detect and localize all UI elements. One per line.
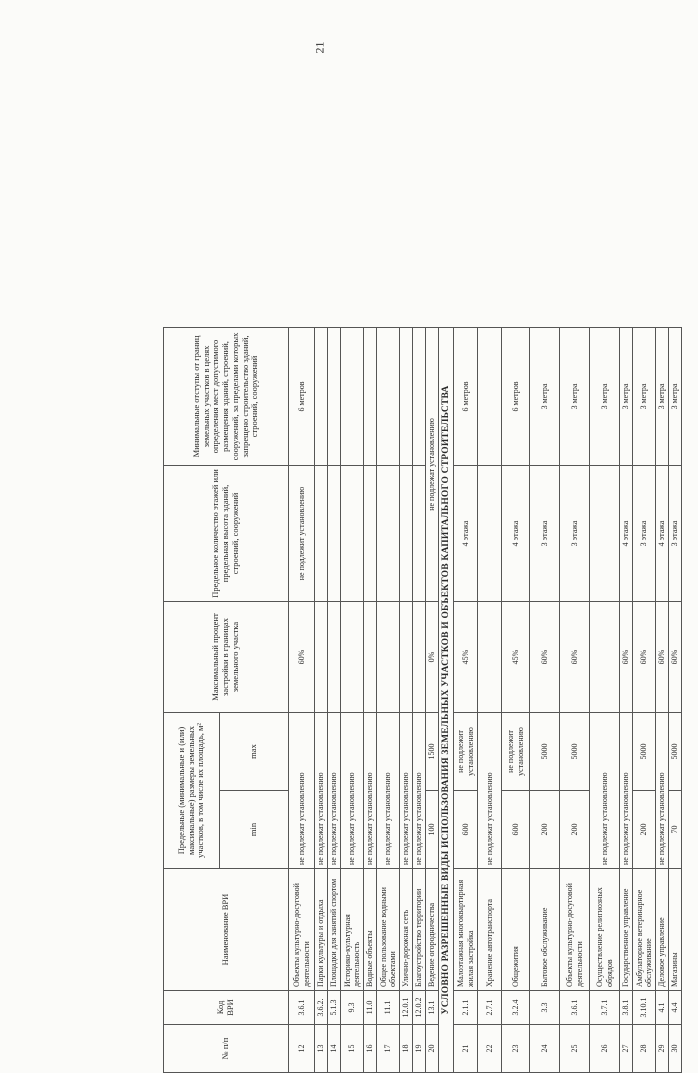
cell-num: 18 <box>399 1024 412 1072</box>
cell-name: Малоэтажная многоквартирная жилая застройка <box>453 868 477 990</box>
cell-code: 4.1 <box>655 990 668 1024</box>
cell-min: 600 <box>501 790 529 868</box>
cell-min: 200 <box>559 790 589 868</box>
cell-area: не подлежат установлению <box>376 712 399 868</box>
cell-setback <box>363 327 376 465</box>
cell-num: 21 <box>453 1024 477 1072</box>
cell-setback: 3 метра <box>589 327 619 465</box>
cell-floors <box>314 465 327 601</box>
section-title: УСЛОВНО РАЗРЕШЕННЫЕ ВИДЫ ИСПОЛЬЗОВАНИЯ ЗЕМЕЛЬНЫХ УЧАСТКОВ И ОБЪЕКТОВ КАПИТАЛЬНОГО СТРОИТЕЛЬСТВА <box>438 327 453 1072</box>
zoning-table-sheet <box>163 328 698 1073</box>
cell-setback: 3 метра <box>559 327 589 465</box>
header-code: Код ВРИ <box>163 990 288 1024</box>
cell-num: 26 <box>589 1024 619 1072</box>
cell-code: 9.3 <box>340 990 363 1024</box>
table-row <box>425 327 438 1072</box>
cell-coverage <box>363 601 376 712</box>
cell-code: 3.10.1 <box>632 990 655 1024</box>
cell-floors: 4 этажа <box>501 465 529 601</box>
cell-setback: 3 метра <box>529 327 559 465</box>
table-row <box>376 327 399 1072</box>
cell-code: 2.1.1 <box>453 990 477 1024</box>
zoning-regulations-table <box>163 326 682 1072</box>
table-row <box>501 327 529 1072</box>
cell-setback: 3 метра <box>668 327 681 465</box>
cell-num: 12 <box>288 1024 314 1072</box>
cell-floors: 4 этажа <box>453 465 477 601</box>
cell-setback <box>376 327 399 465</box>
cell-num: 30 <box>668 1024 681 1072</box>
cell-name: Ведение огородничества <box>425 868 438 990</box>
cell-name: Хранение автотранспорта <box>477 868 501 990</box>
cell-coverage: 60% <box>529 601 559 712</box>
cell-code: 5.1.3 <box>327 990 340 1024</box>
cell-area: не подлежат установлению <box>412 712 425 868</box>
cell-floors <box>589 465 619 601</box>
cell-num: 17 <box>376 1024 399 1072</box>
cell-num: 24 <box>529 1024 559 1072</box>
section-header-row <box>438 327 453 1072</box>
page-number: 21 <box>312 41 327 54</box>
cell-code: 3.2.4 <box>501 990 529 1024</box>
cell-coverage: 45% <box>453 601 477 712</box>
cell-area: не подлежат установлению <box>655 712 668 868</box>
cell-floors <box>399 465 412 601</box>
cell-setback <box>340 327 363 465</box>
cell-name: Историко-культурная деятельность <box>340 868 363 990</box>
cell-coverage <box>399 601 412 712</box>
cell-name: Благоустройство территории <box>412 868 425 990</box>
cell-floors <box>340 465 363 601</box>
cell-floors <box>477 465 501 601</box>
cell-area: не подлежат установлению <box>327 712 340 868</box>
header-row-top <box>163 327 219 1072</box>
cell-num: 20 <box>425 1024 438 1072</box>
cell-setback: 3 метра <box>632 327 655 465</box>
cell-floors <box>363 465 376 601</box>
cell-area: не подлежат установлению <box>399 712 412 868</box>
cell-area: не подлежат установлению <box>589 712 619 868</box>
cell-num: 23 <box>501 1024 529 1072</box>
table-row <box>529 327 559 1072</box>
cell-code: 13.1 <box>425 990 438 1024</box>
cell-code: 3.6.2. <box>314 990 327 1024</box>
cell-area: не подлежат установлению <box>340 712 363 868</box>
cell-area: не подлежат установлению <box>288 712 314 868</box>
cell-max: не подлежит установлению <box>501 712 529 790</box>
cell-setback: 3 метра <box>619 327 632 465</box>
cell-name: Объекты культурно-досуговой деятельности <box>288 868 314 990</box>
cell-setback: 6 метров <box>453 327 477 465</box>
cell-max: 5000 <box>668 712 681 790</box>
cell-setback <box>399 327 412 465</box>
cell-max: не подлежит установлению <box>453 712 477 790</box>
cell-area: не подлежат установлению <box>314 712 327 868</box>
cell-name: Улично-дорожная сеть <box>399 868 412 990</box>
cell-setback: 6 метров <box>288 327 314 465</box>
cell-coverage <box>340 601 363 712</box>
cell-num: 15 <box>340 1024 363 1072</box>
header-coverage: Максимальный процент застройки в границах земельного участка <box>163 601 288 712</box>
cell-code: 3.6.1 <box>288 990 314 1024</box>
cell-code: 3.6.1 <box>559 990 589 1024</box>
cell-max: 5000 <box>529 712 559 790</box>
cell-min: 200 <box>632 790 655 868</box>
cell-name: Общее пользование водными объектами <box>376 868 399 990</box>
cell-num: 19 <box>412 1024 425 1072</box>
table-row <box>288 327 314 1072</box>
cell-coverage: 60% <box>668 601 681 712</box>
cell-coverage <box>477 601 501 712</box>
table-row <box>453 327 477 1072</box>
header-max: max <box>219 712 288 790</box>
cell-name: Деловое управление <box>655 868 668 990</box>
cell-floors: 3 этажа <box>559 465 589 601</box>
table-row <box>632 327 655 1072</box>
cell-coverage <box>314 601 327 712</box>
cell-max: 1500 <box>425 712 438 790</box>
cell-setback <box>477 327 501 465</box>
cell-coverage <box>412 601 425 712</box>
cell-floors: 3 этажа <box>668 465 681 601</box>
cell-floors: не подлежит установлению <box>288 465 314 601</box>
cell-coverage <box>376 601 399 712</box>
cell-code: 3.8.1 <box>619 990 632 1024</box>
table-row <box>412 327 425 1072</box>
cell-floors <box>327 465 340 601</box>
cell-code: 12.0.2 <box>412 990 425 1024</box>
cell-code: 2.7.1 <box>477 990 501 1024</box>
cell-num: 25 <box>559 1024 589 1072</box>
cell-num: 28 <box>632 1024 655 1072</box>
cell-min: 200 <box>529 790 559 868</box>
cell-max: 5000 <box>632 712 655 790</box>
table-row <box>340 327 363 1072</box>
table-row <box>363 327 376 1072</box>
cell-min: 100 <box>425 790 438 868</box>
table-row <box>655 327 668 1072</box>
table-row <box>559 327 589 1072</box>
cell-coverage: 60% <box>655 601 668 712</box>
cell-min: 70 <box>668 790 681 868</box>
header-limits: Предельные (минимальные и (или) максимальные) размеры земельных участков, в том числе их площадь, м² <box>163 712 219 868</box>
cell-name: Водные объекты <box>363 868 376 990</box>
cell-name: Государственное управление <box>619 868 632 990</box>
table-row <box>327 327 340 1072</box>
cell-setback <box>327 327 340 465</box>
cell-code: 3.3 <box>529 990 559 1024</box>
header-min: min <box>219 790 288 868</box>
cell-name: Осуществление религиозных обрядов <box>589 868 619 990</box>
header-floors: Предельное количество этажей или предельная высота зданий, строений, сооружений <box>163 465 288 601</box>
cell-coverage: 60% <box>288 601 314 712</box>
cell-num: 29 <box>655 1024 668 1072</box>
cell-area: не подлежат установлению <box>619 712 632 868</box>
cell-code: 4.4 <box>668 990 681 1024</box>
cell-min: 600 <box>453 790 477 868</box>
cell-coverage: 0% <box>425 601 438 712</box>
cell-code: 12.0.1 <box>399 990 412 1024</box>
cell-area: не подлежат установлению <box>477 712 501 868</box>
cell-coverage: 60% <box>619 601 632 712</box>
cell-coverage: 60% <box>632 601 655 712</box>
cell-name: Магазины <box>668 868 681 990</box>
cell-floors <box>412 465 425 601</box>
cell-coverage <box>327 601 340 712</box>
cell-coverage <box>589 601 619 712</box>
cell-floors: 3 этажа <box>632 465 655 601</box>
cell-setback: 3 метра <box>655 327 668 465</box>
table-row <box>619 327 632 1072</box>
cell-floors: 3 этажа <box>529 465 559 601</box>
cell-name: Объекты культурно-досуговой деятельности <box>559 868 589 990</box>
cell-area: не подлежат установлению <box>363 712 376 868</box>
table-row <box>477 327 501 1072</box>
cell-coverage: 60% <box>559 601 589 712</box>
cell-name: Общежития <box>501 868 529 990</box>
cell-floors: 4 этажа <box>655 465 668 601</box>
cell-setback <box>412 327 425 465</box>
header-setbacks: Минимальные отступы от границ земельных участков в целях определения мест допустимого размещения зданий, строений, сооружений, за пределами которых запрещено строительство зданий, строений, сооружений <box>163 327 288 465</box>
cell-num: 22 <box>477 1024 501 1072</box>
cell-name: Площадки для занятий спортом <box>327 868 340 990</box>
table-row <box>399 327 412 1072</box>
table-row <box>589 327 619 1072</box>
cell-code: 3.7.1 <box>589 990 619 1024</box>
cell-floors <box>376 465 399 601</box>
cell-code: 11.0 <box>363 990 376 1024</box>
cell-code: 11.1 <box>376 990 399 1024</box>
cell-num: 27 <box>619 1024 632 1072</box>
header-name: Наименование ВРИ <box>163 868 288 990</box>
cell-num: 14 <box>327 1024 340 1072</box>
table-row <box>314 327 327 1072</box>
cell-floors: 4 этажа <box>619 465 632 601</box>
cell-setback: 6 метров <box>501 327 529 465</box>
cell-num: 16 <box>363 1024 376 1072</box>
header-num: № п/п <box>163 1024 288 1072</box>
cell-name: Бытовое обслуживание <box>529 868 559 990</box>
cell-name: Амбулаторное ветеринарное обслуживание <box>632 868 655 990</box>
cell-max: 5000 <box>559 712 589 790</box>
cell-setback <box>314 327 327 465</box>
cell-num: 13 <box>314 1024 327 1072</box>
cell-name: Парки культуры и отдыха <box>314 868 327 990</box>
cell-coverage: 45% <box>501 601 529 712</box>
cell-floors-setback: не подлежат установлению <box>425 327 438 601</box>
table-row <box>668 327 681 1072</box>
